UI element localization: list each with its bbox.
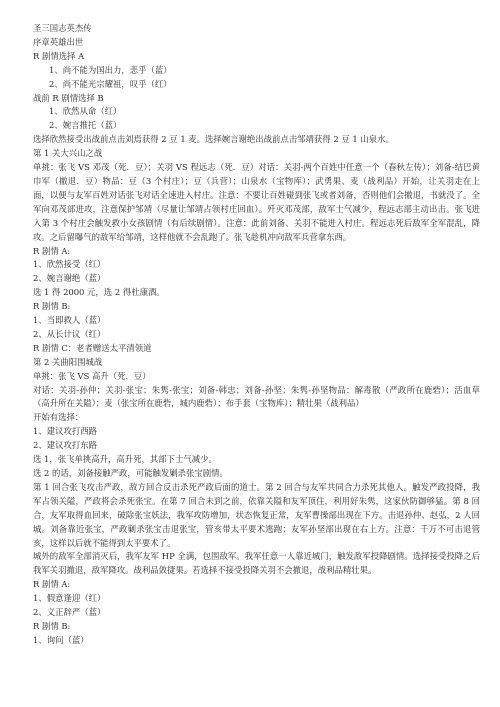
text-line: 1、询问（蓝） — [33, 634, 89, 645]
text-line: R 剧情 B: — [33, 620, 71, 631]
text-line: 2、婉言谢绝（蓝） — [33, 273, 106, 284]
text-line: 1、欣然接受（红） — [33, 259, 106, 270]
text-line: 第 1 关大兴山之战 — [33, 148, 103, 159]
paragraph: 第 1 回合张飞攻击严政，敌方回合反击杀死严政后面的道士。第 2 回合与友军共同合力杀死其他人。触发严政投降，我军占领关隘，严政将会杀死张宝。在第 7 回合未到之前，依靠关隘和友军顶住，利用好朱隽，这家伙防御够猛。第 8 回合，友军取得血回来，破除张宝妖法，我军攻防增加，状态恢复正常，友军曹操部出现在下方。击退孙仲、赵弘，2 人回城。刘备靠近张宝，严政剿杀张宝击退张宝，管亥带太平要术逃跑；友军孙坚部出现在右上方。注意：千万不可击退管亥，这样以后就不能得到太平要术了。 — [33, 481, 480, 548]
text-line: 1、假意逢迎（红） — [33, 593, 106, 604]
text-line: R 剧情 C：老者赠送太平清领道 — [33, 342, 152, 353]
text-line: R 剧情选择 A — [33, 50, 85, 61]
paragraph: 城外的敌军全部消灭后，我军友军 HP 全满，包围敌军。我军任意一人靠近城门，触发敌军投降剧情。选择接受投降之后我军关羽撤退，敌军降攻。战利品敛捷果。若选择不接受投降关羽不会撤退，战利品精壮果。 — [33, 551, 480, 576]
text-line: 序章英雄出世 — [33, 36, 84, 47]
text-line: 1、当即救人（蓝） — [33, 315, 106, 326]
paragraph: 对话：关羽-孙仲；关羽-张宝；朱隽-张宝；刘备-韩忠；刘备-孙坚；朱隽-孙坚物品：解毒散（严政所在鹿砦）；活血草（高升所在关隘）；麦（张宝所在鹿砦，城内鹿砦）；布手套（宝物库）；精壮果（战利品） — [33, 384, 480, 409]
text-line: R 剧情 A: — [33, 579, 71, 590]
text-line: 1、欣然从命（红） — [49, 106, 122, 117]
text-line: 选 2 的话，刘备接触严政，可能触发剿杀张宝剧情。 — [33, 468, 228, 478]
text-line: 1、尚不能为国出力，悲乎（蓝） — [49, 64, 172, 75]
text-line: 2、婉言推托（蓝） — [49, 120, 122, 131]
text-line: 2、从长计议（红） — [33, 328, 106, 339]
text-line: 开始有选择： — [33, 412, 84, 423]
text-line: R 剧情 B: — [33, 301, 71, 312]
text-line: 第 2 关曲阳围城战 — [33, 356, 103, 367]
text-line: 选 1 得 2000 元，选 2 得杜康酒。 — [33, 287, 165, 298]
text-line: 战前 R 剧情选择 B — [33, 92, 104, 103]
text-line: 圣三国志英杰传 — [33, 23, 92, 33]
text-line: R 剧情 A: — [33, 245, 71, 256]
text-line: 2、建议攻打东路 — [33, 440, 97, 451]
text-line: 2、尚不能光宗耀祖，叹乎（红） — [49, 78, 172, 89]
text-line: 单挑：张飞 VS 高升（死．豆） — [33, 370, 151, 381]
text-line: 1、建议攻打西路 — [33, 426, 97, 437]
text-line: 选择欣然接受出战前点击刘焉获得 2 豆 1 麦。选择婉言谢绝出战前点击邹靖获得 2 豆 1 山泉水。 — [33, 134, 394, 145]
text-line: 2、义正辞严（蓝） — [33, 607, 106, 618]
paragraph: 单挑：张飞 VS 邓茂（死．豆）；关羽 VS 程远志（死．豆）对话：关羽-两个百姓中任意一个（春秋左传）；刘备-结巴黄巾军（撤退．豆）物品：豆（3 个村庄）；豆（兵营）；山泉水（宝物库）；武勇果、麦（战利品）开始，让关羽走在上面，以便与友军百姓对话张飞对话全速进入村庄。注意：不要让百姓碰到张飞或者刘备，否则他们会撤退，书就没了。全军向邓茂部进攻，注意保护邹靖（尽量让邹靖占领村庄回血）。歼灭邓茂部，敌军士气减少，程远志部主动出击。张飞进入第 3 个村庄会触发救小女孩剧情（有后续剧情）。注意：此前刘备、关羽不能进入村庄。程远志死后敌军全军混乱，降攻。之后留曝气的敌军给邹靖，这样他就不会乱跑了。张飞趁机冲向敌军兵营拿东西。 — [33, 162, 480, 242]
text-line: 选 1，张飞单挑高升，高升死，其部下士气减少。 — [33, 454, 217, 465]
